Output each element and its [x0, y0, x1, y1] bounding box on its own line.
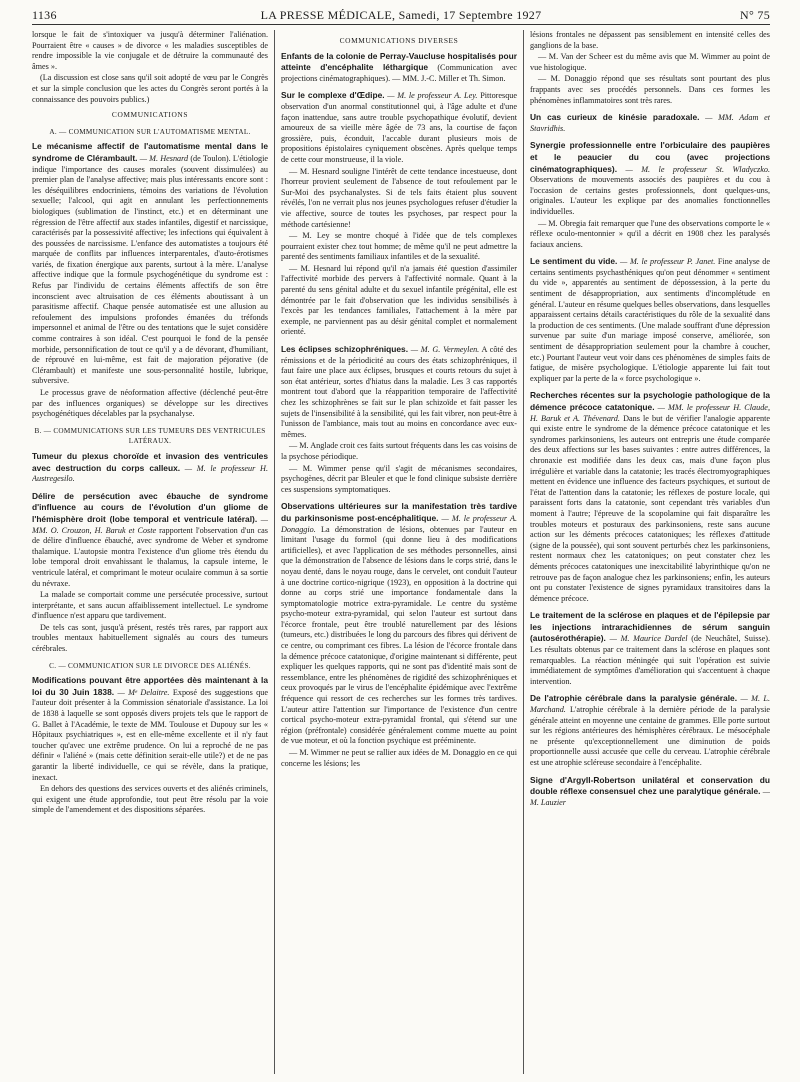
journal-title: LA PRESSE MÉDICALE, Samedi, 17 Septembre 1927 — [260, 8, 542, 22]
article-author: — M. L. Marchand. — [530, 694, 770, 715]
paragraph: — M. Van der Scheer est du même avis que M. Wimmer au point de vue histologique. — [530, 52, 770, 72]
paragraph: En dehors des questions des services ouverts et des aliénés criminels, qui exigent une étude approfondie, tout peut être résolu par la voie simple de l'amendement et des dispositions séparées. — [32, 784, 268, 815]
paragraph: — M. Wimmer pense qu'il s'agit de mécanismes secondaires, psychogènes, décrit par Bleuler et que le fond clinique subsiste derrière ces suspensions symptomatiques. — [281, 463, 517, 494]
paragraph: lésions frontales ne dépassent pas sensiblement en intensité celles des ganglions de la base. — [530, 30, 770, 50]
article-e5 — [530, 610, 770, 687]
article-title: Le traitement de la sclérose en plaques et de l'épilepsie par les injections intrarachidiennes de sérum sanguin (autosérothérapie). — [530, 610, 770, 644]
paragraph: (La discussion est close sans qu'il soit adopté de vœu par le Congrès et sur la simple conclusion que les actes du Congrès seront portés à la connaissance des pouvoirs publics.) — [32, 73, 268, 104]
subsection-heading: A. — COMMUNICATION SUR L'AUTOMATISME MENTAL. — [49, 127, 251, 136]
article-title: Synergie professionnelle entre l'orbiculaire des paupières et le peaucier du cou (avec projections cinématographiques). — [530, 140, 770, 174]
paragraph: — M. Ley se montre choqué à l'idée que de tels complexes pourraient exister chez tout homme; de même qu'il ne peut admettre la parenté des sentiments familiaux infantiles et de la sexualité. — [281, 231, 517, 262]
column-rule — [523, 30, 524, 1074]
article-d1 — [281, 51, 517, 85]
article-text: Exposé des suggestions que l'auteur doit présenter à la Commission sénatoriale d'assistance. La loi de 1838 à laquelle se sont opposés divers projets tels que le rapport de G. Ballet à l'Académie, le texte de MM. Toulouse et Dupouy sur les « Hôpitaux psychiatriques », est en elle-même excellente et il n'y faut toucher qu'avec une extrême prudence. On lui a reproché de ne pas définir « l'aliéné » (mais cette définition serait-elle utile?) et de ne pas garantir la liberté individuelle, ce qui se révèle, dans la pratique, inexact. — [32, 687, 268, 782]
article-author: — M. le professeur A. Donaggio. — [281, 513, 517, 534]
article-author: — MM. O. Crouzon, H. Baruk et Coste — [32, 514, 268, 535]
article-text: A côté des rémissions et de la périodicité au cours des états schizophréniques, il faut faire une place aux éclipses, brusques et courts retours du sujet à son état antérieur, sortes d'hiatus dans la maladie. Les 3 cas rapportés montrent tout d'abord que la réapparition temporaire de l'affectivité chez les schizophrènes se fait sur le plan schizoïde et fait passer les sujets de l'insensibilité à la sensibilité, qui les fait vibrer, non peut-être à l'unisson de l'ambiance, mais tout au moins en concordance avec eux-mêmes. — [281, 345, 517, 439]
article-title: Le sentiment du vide. — [530, 256, 618, 267]
paragraph: — M. Hesnard lui répond qu'il n'a jamais été question d'assimiler l'affectivité morbide des pervers à l'affectivité normale. Quant à la parenté du sens génital adulte et du sexuel infantile prégénital, elle est démontrée par le fait d'observation que les individus sensibilisés à l'excès par les tendances familiales, l'attachement à la mère par exemple, ne parviennent pas au désir génital complet et normalement orienté. — [281, 263, 517, 337]
article-title: Le mécanisme affectif de l'automatisme mental dans le syndrome de Clérambault. — [32, 141, 268, 163]
article-author: — M. Maurice Dardel — [609, 634, 688, 644]
section-heading: COMMUNICATIONS DIVERSES — [339, 36, 459, 45]
paragraph: lorsque le fait de s'intoxiquer va jusqu'à déterminer l'aliénation. Pourraient être « causes » de divorce « les maladies susceptibles de rendre impossible la vie conjugale et de détruire la communauté des âmes ». — [32, 30, 268, 71]
article-a — [32, 141, 268, 387]
running-header — [32, 6, 770, 26]
article-author: — M. G. Vermeylen. — [410, 345, 480, 355]
article-title: Recherches récentes sur la psychologie pathologique de la démence précoce catatonique. — [530, 390, 770, 412]
article-text: La démonstration de lésions, obtenues par l'auteur en limitant l'usage du formol (qui donne lieu à des modifications artificielles), et avec l'application de ses méthodes personnelles, ainsi que la démonstration de l'absence de lésions dans le corps strié, dans le noyau denté, dans le noyau rouge, dans le cervelet, ont conduit l'auteur à une doctrine cortico-nigrique (1923), en opposition à la doctrine qui donne au corps strié une importance fondamentale dans la symptomatologie motrice extra-pyramidale. Le centre du système psycho-moteur extra-pyramidal, qui selon l'auteur est surtout dans l'écorce frontale, peut être troublé naturellement par des lésions (tumeurs, etc.) distribuées le long du parcours des fibres qui dérivent de ce centre, ou comprimant ces fibres. La lésion de l'écorce frontale dans la démence précoce catatonique, d'origine maintenant si différente, peut expliquer les quelques rapports, qui ne sont pas d'identité mais sont de ressemblance, entre les phénomènes de rigidité des schizophréniques et ceux provoqués par le virus de l'encéphalite épidémique avec l'extrême fréquence qui ressort de ces recherches sur les formes très tardives. L'auteur attire l'attention sur l'importance de l'existence d'un centre cortical psycho-moteur extra-pyramidal frontal, qui s'étend sur une région (préfrontale) considérée généralement comme muette au point de vue moteur, et où la fonction psychique est prééminente. — [281, 524, 517, 746]
column-1 — [32, 30, 268, 1074]
article-text: rapportent l'observation d'un cas de délire d'influence ébauché, avec syndrome de Weber et syndrome thalamique. L'autopsie montra l'existence d'un gliome très étendu du lobe temporal droit envahissant le thalamus, la capsule interne, le ventricule latéral, et comprimant le moteur oculaire commun à sa sortie du névraxe. — [32, 525, 268, 588]
article-title: Modifications pouvant être apportées dès maintenant à la loi du 30 Juin 1838. — [32, 675, 268, 697]
article-e4 — [530, 390, 770, 604]
article-d3 — [281, 344, 517, 440]
article-e7 — [530, 775, 770, 809]
header-rule — [32, 24, 770, 25]
paragraph: Le processus grave de néoformation affective (déclenché peut-être par des influences organiques) se développe sur les directives psychogénétiques décelables par la psychanalyse. — [32, 388, 268, 419]
paragraph: — M. Hesnard souligne l'intérêt de cette tendance incestueuse, dont l'horreur provient seulement de l'absence de tout refoulement par le Sur-Moi des psychanalystes. Si de tels faits étaient plus souvent révélés, l'on ne verrait plus nos jeunes psychologues refuser d'étudier la vie affective, source de toutes les psychoses, par respect pour la méthode cartésienne! — [281, 166, 517, 229]
article-author: — MM. le professeur H. Claude, H. Baruk et A. Thévenard. — [530, 403, 770, 423]
article-title: Signe d'Argyll-Robertson unilatéral et conservation du double réflexe consensuel chez une paralytique générale. — [530, 774, 770, 797]
article-author: — MM. Adam et Stavridhis. — [530, 113, 770, 133]
article-author: — M. Hesnard — [139, 153, 189, 163]
paragraph: — M. Donaggio répond que ses résultats sont pourtant des plus frappants avec ses procédés personnels. Dans ces formes les phénomènes inflammatoires sont très rares. — [530, 74, 770, 105]
paragraph: — M. Wimmer ne peut se rallier aux idées de M. Donaggio en ce qui concerne les lésions; les — [281, 748, 517, 768]
article-text: Observations de mouvements associés des paupières et du cou à l'occasion de certains gestes professionnels, dont quelques-uns, originales. L'auteur les explique par des anomalies fonctionnelles individuelles. — [530, 175, 770, 216]
paragraph: De tels cas sont, jusqu'à présent, restés très rares, par rapport aux troubles mentaux habituellement signalés au cours des tumeurs cérébrales. — [32, 622, 268, 654]
article-title: De l'atrophie cérébrale dans la paralysie générale. — [530, 693, 738, 704]
article-title: Enfants de la colonie de Perray-Vaucluse hospitalisés pour atteinte d'encéphalite léthargique — [281, 50, 517, 73]
paragraph: — M. Anglade croit ces faits surtout fréquents dans les cas voisins de la psychose périodique. — [281, 441, 517, 461]
article-author: — Mᵉ Delaitre. — [117, 687, 170, 697]
article-title: Un cas curieux de kinésie paradoxale. — [530, 112, 700, 123]
section-heading: COMMUNICATIONS — [111, 110, 189, 120]
article-title: Les éclipses schizophréniques. — [281, 344, 409, 355]
article-b1 — [32, 451, 268, 485]
column-3 — [530, 30, 770, 1074]
article-e6 — [530, 693, 770, 768]
article-text: (Communication avec projections cinématographiques). — MM. J.-C. Miller et Th. Simon. — [281, 63, 517, 83]
paragraph: — M. Obregia fait remarquer que l'une des observations comporte le « réflexe oculo-mentonnier » qu'il a décrit en 1908 chez les paralysés faciaux anciens. — [530, 218, 770, 249]
article-text: Pittoresque observation d'un anormal constitutionnel qui, à l'âge adulte et d'une façon inattendue, sans autre trouble psychopathique évolutif, devient amoureux de sa vieille mère âgée de 73 ans, la courtise de façon grossière, puis, éconduit, l'accable durant plusieurs mois de propositions épistolaires cyniquement obscènes. Après quelque temps de cette cour monstrueuse, il la viole. — [281, 91, 517, 164]
paragraph: La malade se comportait comme une persécutée processive, surtout interprétante, et sans aucun affaiblissement intellectuel. Le syndrome d'influence n'est apparu que tardivement. — [32, 590, 268, 621]
article-text: Dans le but de vérifier l'analogie apparente qui existe entre le syndrome de la démence précoce catatonique et les syndromes parkinsoniens, les auteurs ont entrepris une étude comparée des deux affections sur les bases suivantes : entre autres différences, la chronaxie est modifiée dans les deux cas, mais d'une façon plus irrégulière et variable dans la catatonie; les tracés électromyographiques mettent en évidence une influence des facteurs psychiques, et surtout de l'état de l'attention dans la catatonie; les réflexes de posture locale, qui paraissent forts dans la catatonie, sont cependant très variables d'un moment à l'autre; l'épreuve de la scopolamine qui fait disparaître les troubles moteurs et posturaux des parkinsoniens, reste sans aucune action sur les déments précoces catatoniques; les réflexes d'attitude (signe de la poussée), qui sont souvent perturbés chez les parkinsoniens, restent normaux chez les catatoniques; on peut constater chez les déments précoces catatoniques une inexcitabilité labyrinthique qu'on ne retrouve pas de façon analogue chez les parkinsoniens; enfin, les auteurs ont pu constater l'existence de signes pyramidaux transitoires dans la démence précoce. — [530, 413, 770, 603]
article-title: Sur le complexe d'Œdipe. — [281, 90, 385, 101]
article-author: — M. le professeur St. Wladyczko. — [625, 164, 770, 174]
article-title: Tumeur du plexus choroïde et invasion des ventricules avec destruction du corps calleux. — [32, 450, 268, 473]
article-author: — M. Lauzier — [530, 787, 770, 807]
article-d2 — [281, 90, 517, 165]
article-title: Délire de persécution avec ébauche de syndrome d'influence au cours de l'évolution d'un gliome de l'hémisphère droit (lobe temporal et ventricule latéral). — [32, 490, 268, 524]
article-author: — M. le professeur P. Janet. — [620, 257, 716, 267]
article-e1 — [530, 112, 770, 134]
article-d4 — [281, 501, 517, 747]
article-author: — M. le professeur H. Austregesilo. — [32, 463, 268, 484]
article-title: Observations ultérieures sur la manifestation très tardive du parkinsonisme post-encéphalitique. — [281, 501, 517, 523]
article-e3 — [530, 256, 770, 384]
article-text: L'atrophie cérébrale à la dernière période de la paralysie générale atteint en moyenne une centaine de grammes. Elle porte surtout sur les régions antérieures des hémisphères cérébraux. Le mésocéphale ne présente qu'exceptionnellement une diminution de poids proportionnelle aussi accusée que celle du cerveau. L'atrophie cérébrale est une atrophie scléreuse secondaire à l'encéphalite. — [530, 705, 770, 767]
article-text: (de Neuchâtel, Suisse). Les résultats obtenus par ce traitement dans la sclérose en plaques sont remarquables. La réaction méningée qui suit l'opération est suivie immédiatement de symptômes d'amélioration qui s'accentuent à chaque intervention. — [530, 634, 770, 686]
subsection-heading: B. — COMMUNICATIONS SUR LES TUMEURS DES VENTRICULES LATÉRAUX. — [34, 426, 266, 446]
article-text: Fine analyse de certains sentiments psychasthéniques qu'on peut dénommer « sentiment du vide », apparentés au sentiment de dépossession, à la perte du sentiment de désappropriation, aux sentiments d'incomplétude en général. L'auteur en résume quelques belles observations, dans lesquelles apparaissent certains détails caractéristiques du rôle de la sexualité dans la production de ces sentiments. (Une malade souffrant d'une dépression survenue par suite d'un mariage imposé conserve, améliorée, son sentiment de désappropriation seulement pour la chambre à coucher, etc.) Pourtant l'auteur veut voir dans ces phénomènes de simples faits de fatigue, de misère psychologique. L'étiologie apparente lui fait tout expliquer par la perte de la « force psychologique ». — [530, 257, 770, 383]
article-c — [32, 675, 268, 783]
article-author: — M. le professeur A. Ley. — [387, 91, 478, 101]
article-b2 — [32, 491, 268, 589]
issue-number: N° 75 — [740, 8, 770, 22]
column-rule — [274, 30, 275, 1074]
article-e2 — [530, 140, 770, 217]
article-text: (de Toulon). L'étiologie indique l'importance des causes morales (souvent dissimulées) au premier plan de l'analyse affective; mais plus intéressants encore sont : les déséquilibres endocriniens, témoins des variations de l'évolution sexuelle; l'alcool, qui agit en annulant les perfectionnements biologiques (sublimation de l'instinct, etc.) et en déterminant une régression de l'être affectif aux stades infantiles, digestif et narcissique, caractérisés par la possessivité affective; les infections qui équivalent à des poussées de narcissisme. L'enfance des automatistes a toujours été marquée de conflits par influences interparentales, d'auto-érotismes variés, de fixation énergique aux parents, surtout à la mère. L'analyse affective indique que la formule psychogénétique du syndrome est : Refus par l'individu de certains éléments affectifs de son être inconscient avec altruisation de ces éléments aboutissant à un parasitisme affectif. Chaque pensée automatisée est une allusion au refoulement des impulsions profondes émanées du tréfonds impersonnel et animal de l'être ou des tentations que le sujet considère comme contraires à son idéal. C'est pourquoi le fond de la pensée morbide, personnification de tout ce qu'il y a de dévorant, d'humiliant, de réprouvé en lui-même, est fait de majoration péjorative (de Clérambault) et manifeste une sous-personnalité hostile, lubrique, subversive. — [32, 153, 268, 386]
subsection-heading: C. — COMMUNICATION SUR LE DIVORCE DES ALIÉNÉS. — [49, 661, 251, 670]
column-2 — [281, 30, 517, 1074]
page-number: 1136 — [32, 8, 57, 22]
